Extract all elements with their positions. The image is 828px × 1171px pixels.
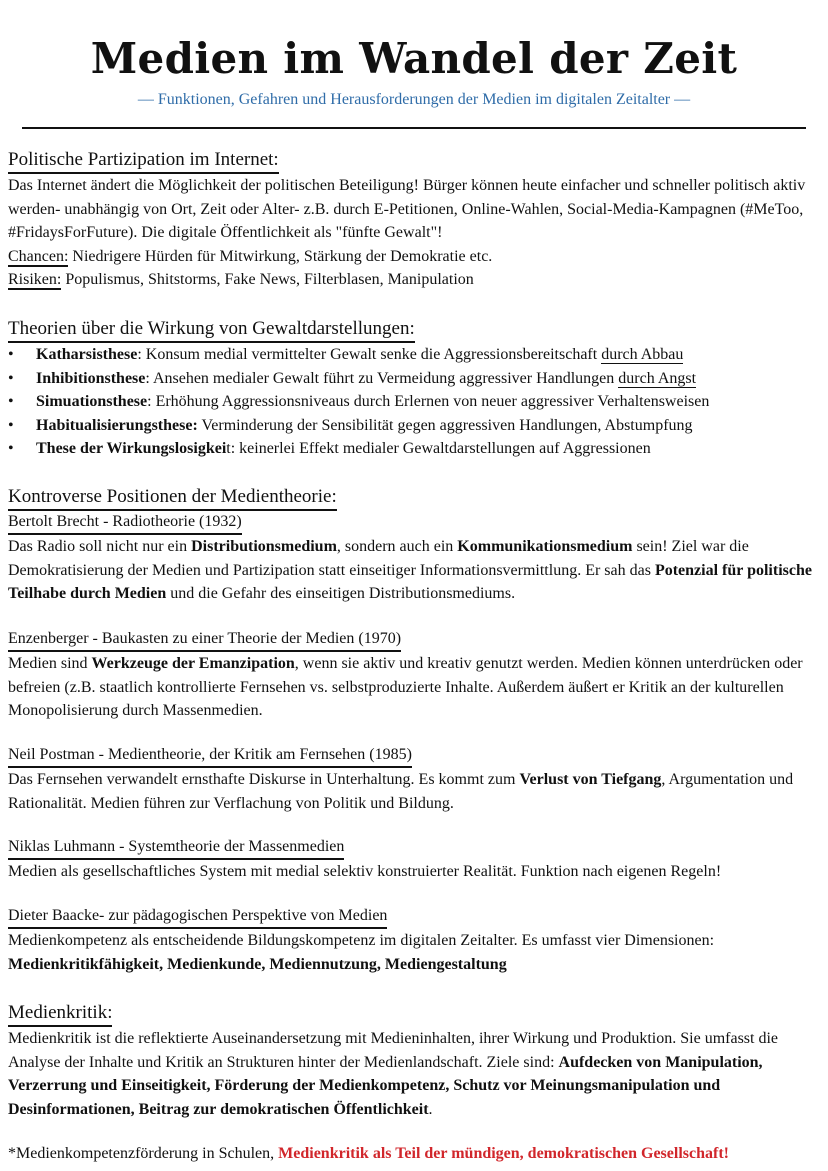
footer-highlight: Medienkritik als Teil der mündigen, demokratischen Gesellschaft! (278, 1145, 729, 1162)
enzenberger-title: Enzenberger - Baukasten zu einer Theorie der Medien (1970) (8, 628, 401, 652)
section-heading: Medienkritik: (8, 1000, 112, 1027)
list-item (8, 343, 820, 367)
section-heading: Theorien über die Wirkung von Gewaltdarstellungen: (8, 316, 415, 343)
postman-text: Das Fernsehen verwandelt ernsthafte Diskurse in Unterhaltung. Es kommt zum Verlust von Tiefgang, Argumentation und Rationalität. Medien führen zur Verflachung von Politik und Bildung. (8, 771, 794, 812)
baacke-title: Dieter Baacke- zur pädagogischen Perspektive von Medien (8, 905, 387, 929)
postman-title: Neil Postman - Medientheorie, der Kritik am Fernsehen (1985) (8, 744, 412, 768)
baacke-text: Medienkompetenz als entscheidende Bildungskompetenz im digitalen Zeitalter. Es umfasst vier Dimensionen: Medienkritikfähigkeit, Medienkunde, Mediennutzung, Mediengestaltung (8, 932, 715, 973)
theory-text: t: keinerlei Effekt medialer Gewaltdarstellungen auf Aggressionen (226, 440, 651, 457)
theory-term: These der Wirkungslosigkei (36, 440, 227, 457)
section-luhmann (8, 836, 820, 884)
risiken-text: Populismus, Shitstorms, Fake News, Filterblasen, Manipulation (61, 271, 474, 288)
section-heading: Politische Partizipation im Internet: (8, 147, 279, 174)
footer-text: *Medienkompetenzförderung in Schulen, (8, 1145, 279, 1162)
footer-note (8, 1142, 820, 1166)
list-item (8, 390, 820, 414)
section-postman (8, 744, 820, 815)
luhmann-title: Niklas Luhmann - Systemtheorie der Massenmedien (8, 836, 344, 860)
theory-term: Simuationsthese (36, 393, 148, 410)
theory-underlined: durch Abbau (601, 346, 684, 363)
section-political-participation (8, 147, 820, 292)
theory-text: : Erhöhung Aggressionsniveaus durch Erlernen von neuer aggressiver Verhaltensweisen (147, 393, 710, 410)
list-item (8, 437, 820, 461)
chancen-label: Chancen: (8, 247, 69, 265)
theory-underlined: durch Angst (618, 369, 697, 387)
section-heading: Kontroverse Positionen der Medientheorie: (8, 484, 337, 511)
section-baacke (8, 905, 820, 976)
page-title: Medien im Wandel der Zeit (90, 34, 738, 83)
section-media-criticism (8, 1000, 820, 1121)
theory-text: : Konsum medial vermittelter Gewalt senke die Aggressionsbereitschaft (137, 346, 602, 363)
brecht-title: Bertolt Brecht - Radiotheorie (1932) (8, 511, 242, 535)
chancen-text: Niedrigere Hürden für Mitwirkung, Stärkung der Demokratie etc. (68, 247, 493, 265)
section-body (8, 174, 820, 292)
title-divider (22, 127, 806, 129)
page-subtitle: — Funktionen, Gefahren und Herausforderungen der Medien im digitalen Zeitalter — (137, 91, 691, 108)
theory-term: Katharsisthese (36, 346, 138, 363)
theory-term: Habitualisierungsthese: (36, 416, 198, 434)
section-violence-theories (8, 316, 820, 461)
luhmann-text: Medien als gesellschaftliches System mit medial selektiv konstruierter Realität. Funktion nach eigenen Regeln! (8, 863, 722, 880)
risiken-label: Risiken: (8, 271, 62, 288)
theory-list (8, 343, 820, 461)
theory-term: Inhibitionsthese (36, 369, 146, 387)
section-enzenberger (8, 628, 820, 723)
list-item (8, 414, 820, 438)
criticism-text: Medienkritik ist die reflektierte Auseinandersetzung mit Medieninhalten, ihrer Wirkung und Produktion. Sie umfasst die Analyse der Inhalte und Kritik an Strukturen hinter der Medienlandschaft. Ziele sind: Aufdecken von Manipulation, Verzerrung und Einseitigkeit, Förderung der Medienkompetenz, Schutz vor Meinungsmanipulation und Desinformationen, Beitrag zur demokratischen Öffentlichkeit. (8, 1030, 779, 1118)
theory-text: Verminderung der Sensibilität gegen aggressiven Handlungen, Abstumpfung (197, 416, 693, 434)
brecht-text: Das Radio soll nicht nur ein Distributionsmedium, sondern auch ein Kommunikationsmedium sein! Ziel war die Demokratisierung der Medien und Partizipation statt einseitiger Informationsvermittlung. Er sah das Potenzial für politische Teilhabe durch Medien und die Gefahr des einseitigen Distributionsmediums. (8, 538, 812, 602)
enzenberger-text: Medien sind Werkzeuge der Emanzipation, wenn sie aktiv und kreativ genutzt werden. Medien können unterdrücken oder befreien (z.B. staatlich kontrollierte Fernsehen vs. selbstproduzierte Inhalte. Außerdem äußert er Kritik an der kulturellen Monopolisierung durch Massenmedien. (8, 655, 803, 719)
participation-text: Das Internet ändert die Möglichkeit der politischen Beteiligung! Bürger können heute einfacher und schneller politisch aktiv werden- unabhängig von Ort, Zeit oder Alter- z.B. durch E-Petitionen, Online-Wahlen, Social-Media-Kampagnen (#MeToo, #FridaysForFuture). Die digitale Öffentlichkeit als "fünfte Gewalt"! (8, 177, 806, 241)
section-media-theory (8, 484, 820, 606)
theory-text: : Ansehen medialer Gewalt führt zu Vermeidung aggressiver Handlungen (145, 369, 619, 387)
list-item (8, 367, 820, 391)
